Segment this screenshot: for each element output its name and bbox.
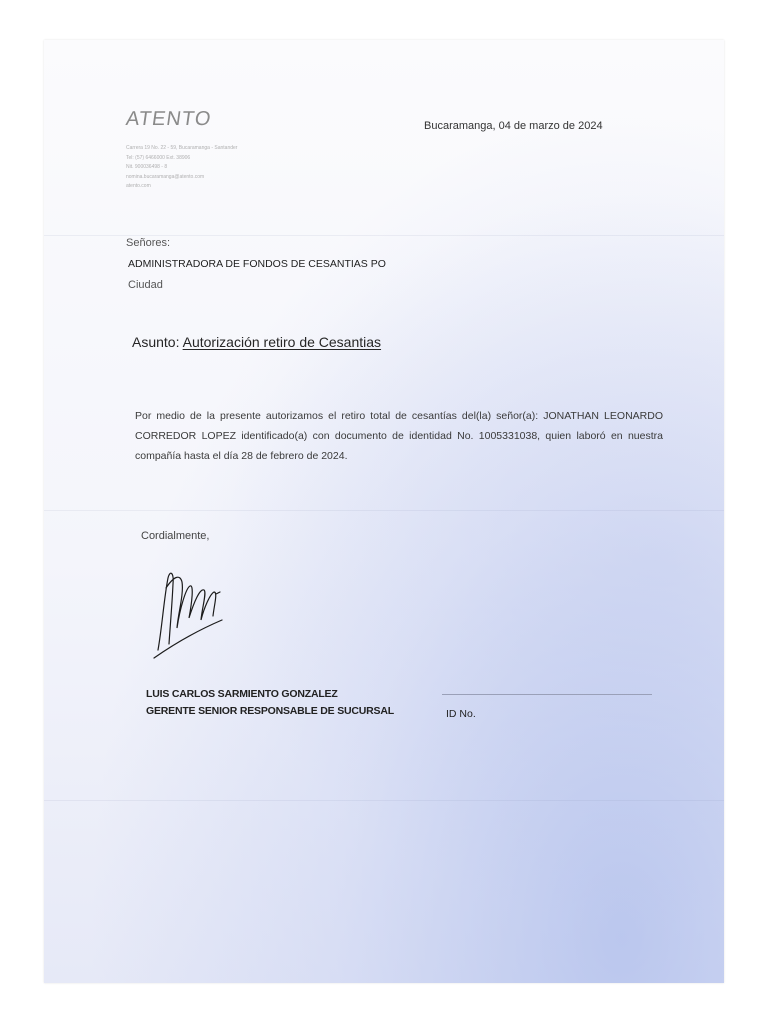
address-line: atento.com xyxy=(126,183,151,189)
subject-text: Autorización retiro de Cesantias xyxy=(182,334,382,350)
salutation: Señores: xyxy=(126,237,171,249)
subject-line xyxy=(132,334,381,350)
id-label: ID No. xyxy=(446,708,476,720)
letterhead-address xyxy=(126,144,237,192)
paper-fold xyxy=(44,800,724,801)
letter-date: Bucaramanga, 04 de marzo de 2024 xyxy=(424,120,603,132)
address-line: Carrera 19 No. 22 - 59, Bucaramanga - Santander xyxy=(126,145,238,151)
letter-body: Por medio de la presente autorizamos el retiro total de cesantías del(la) señor(a): JONATHAN LEONARDO CORREDOR LOPEZ identificado(a) con documento de identidad No. 1005331038, quien laboró en nuestra compañía hasta el día 28 de febrero de 2024. xyxy=(135,410,663,462)
company-logo: ATENTO xyxy=(124,108,213,130)
closing: Cordialmente, xyxy=(141,530,210,542)
paper-fold xyxy=(44,235,724,236)
signature xyxy=(144,558,234,668)
paper-fold xyxy=(44,510,724,511)
signer-title: GERENTE SENIOR RESPONSABLE DE SUCURSAL xyxy=(146,705,394,717)
signer-name: LUIS CARLOS SARMIENTO GONZALEZ xyxy=(146,688,338,700)
address-line: nomina.bucaramanga@atento.com xyxy=(126,173,205,180)
recipient-name: ADMINISTRADORA DE FONDOS DE CESANTIAS PO xyxy=(128,258,386,270)
letter-sheet xyxy=(44,40,724,983)
recipient-city: Ciudad xyxy=(128,279,163,291)
address-line: Nit. 900036498 - 8 xyxy=(126,164,168,170)
address-line: Tel: (57) 6466000 Ext. 38906 xyxy=(126,154,191,161)
subject-label: Asunto: xyxy=(132,334,180,350)
id-signature-line xyxy=(442,694,652,695)
